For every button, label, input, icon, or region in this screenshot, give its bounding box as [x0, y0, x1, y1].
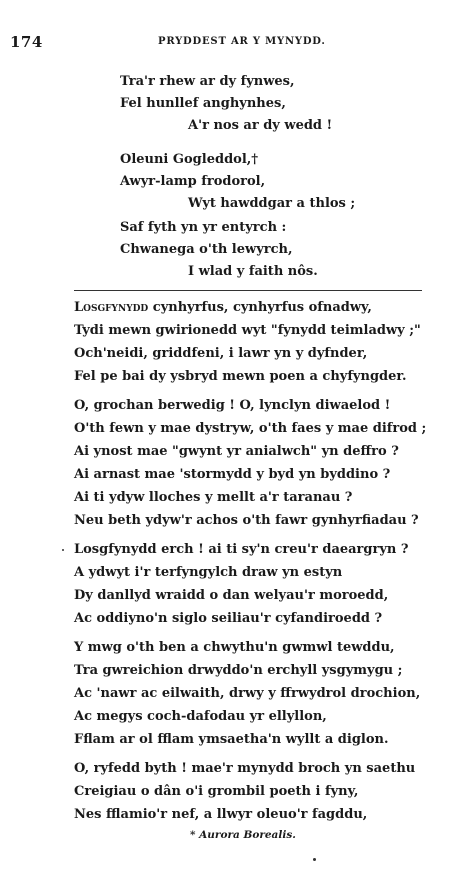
- verse-line: Awyr-lamp frodorol,: [120, 174, 266, 189]
- prose-line: Ai arnast mae 'stormydd y byd yn byddino ?: [74, 467, 391, 482]
- verse-line: A'r nos ar dy wedd !: [188, 118, 333, 133]
- prose-line: O, ryfedd byth ! mae'r mynydd broch yn saethu: [74, 761, 416, 776]
- ink-speck: [62, 549, 64, 551]
- prose-line: Tra gwreichion drwyddo'n erchyll ysgymygu ;: [74, 663, 403, 678]
- prose-line: Ai ti ydyw lloches y mellt a'r taranau ?: [74, 490, 353, 505]
- prose-line: A ydwyt i'r terfyngylch draw yn estyn: [74, 565, 343, 580]
- verse-line: Chwanega o'th lewyrch,: [120, 242, 293, 257]
- prose-line: Nes fflamio'r nef, a llwyr oleuo'r fagddu,: [74, 807, 368, 822]
- ink-speck: [313, 858, 316, 861]
- footnote-text: Aurora Borealis.: [199, 829, 296, 841]
- prose-line-rest: cynhyrfus, cynhyrfus ofnadwy,: [148, 300, 372, 315]
- prose-line: Neu beth ydyw'r achos o'th fawr gynhyrfiadau ?: [74, 513, 419, 528]
- page-number: 174: [10, 33, 43, 51]
- section-divider: [74, 290, 422, 291]
- prose-line: Och'neidi, griddfeni, i lawr yn y dyfnder,: [74, 346, 368, 361]
- prose-line: Fel pe bai dy ysbryd mewn poen a chyfyngder.: [74, 369, 407, 384]
- prose-line: Y mwg o'th ben a chwythu'n gwmwl tewddu,: [74, 640, 395, 655]
- footnote: [190, 829, 296, 841]
- verse-line: Saf fyth yn yr entyrch :: [120, 220, 287, 235]
- verse-line: Wyt hawddgar a thlos ;: [188, 196, 356, 211]
- prose-line: Ac oddiyno'n siglo seiliau'r cyfandiroedd ?: [74, 611, 383, 626]
- verse-line: I wlad y faith nôs.: [188, 264, 318, 279]
- prose-line: O, grochan berwedig ! O, lynclyn diwaelod !: [74, 398, 391, 413]
- verse-line: Tra'r rhew ar dy fynwes,: [120, 74, 295, 89]
- prose-line: [74, 300, 372, 315]
- prose-line: Ac megys coch-dafodau yr ellyllon,: [74, 709, 327, 724]
- prose-line: Losgfynydd erch ! ai ti sy'n creu'r daeargryn ?: [74, 542, 409, 557]
- prose-line: Ai ynost mae "gwynt yr anialwch" yn deffro ?: [74, 444, 399, 459]
- running-title: PRYDDEST AR Y MYNYDD.: [158, 36, 326, 47]
- verse-line: Oleuni Gogleddol,†: [120, 152, 259, 167]
- verse-line: Fel hunllef anghynhes,: [120, 96, 286, 111]
- prose-line: Fflam ar ol fflam ymsaetha'n wyllt a diglon.: [74, 732, 389, 747]
- lead-word: Losgfynydd: [74, 300, 149, 315]
- prose-line: Tydi mewn gwirionedd wyt "fynydd teimladwy ;": [74, 323, 421, 338]
- prose-line: Creigiau o dân o'i grombil poeth i fyny,: [74, 784, 359, 799]
- prose-line: Ac 'nawr ac eilwaith, drwy y ffrwydrol drochion,: [74, 686, 421, 701]
- footnote-marker: *: [190, 829, 196, 841]
- prose-line: O'th fewn y mae dystryw, o'th faes y mae difrod ;: [74, 421, 427, 436]
- prose-line: Dy danllyd wraidd o dan welyau'r moroedd,: [74, 588, 389, 603]
